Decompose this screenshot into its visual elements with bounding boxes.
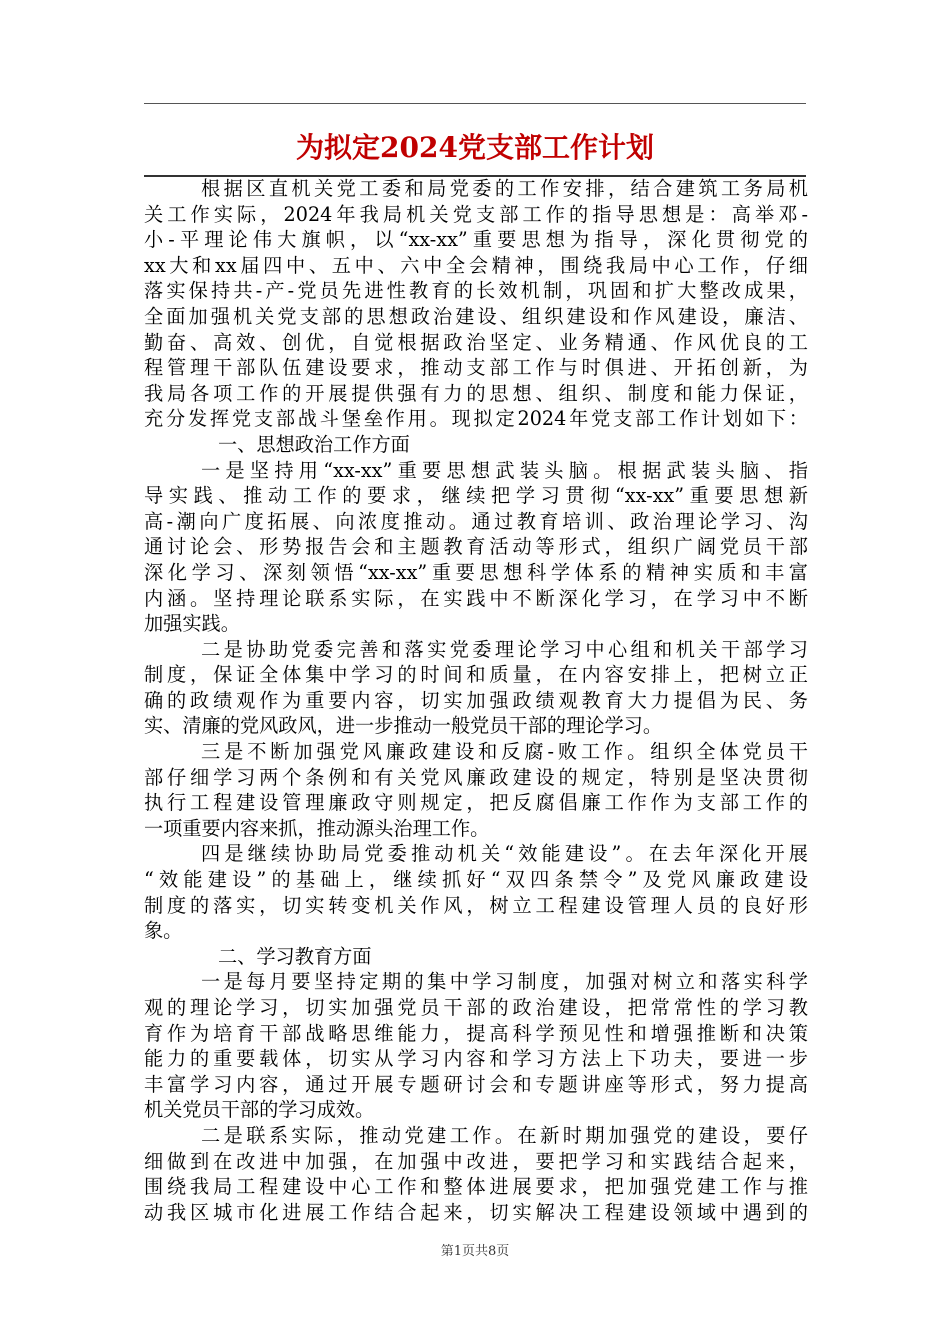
body-line: 深化学习、深刻领悟“xx-xx”重要思想科学体系的精神实质和丰富 xyxy=(144,560,808,584)
body-line: 我局各项工作的开展提供强有力的思想、组织、制度和能力保证， xyxy=(144,381,808,405)
body-line: 程管理干部队伍建设要求，推动支部工作与时俱进、开拓创新，为 xyxy=(144,356,808,380)
body-line: 导实践、推动工作的要求，继续把学习贯彻“xx-xx”重要思想新 xyxy=(144,484,808,508)
body-line: 二是协助党委完善和落实党委理论学习中心组和机关干部学习 xyxy=(201,637,808,661)
body-line: 小-平理论伟大旗帜，以“xx-xx”重要思想为指导，深化贯彻党的 xyxy=(144,228,808,252)
body-line: 细做到在改进中加强，在加强中改进，要把学习和实践结合起来， xyxy=(144,1149,808,1173)
body-line: 一、思想政治工作方面 xyxy=(218,432,410,456)
body-line: 实、清廉的党风政风，进一步推动一般党员干部的理论学习。 xyxy=(144,714,663,738)
header-rule xyxy=(144,103,806,104)
body-line: 象。 xyxy=(144,919,183,943)
body-line: xx大和xx届四中、五中、六中全会精神，围绕我局中心工作，仔细 xyxy=(144,253,808,277)
body-line: 高-潮向广度拓展、向浓度推动。通过教育培训、政治理论学习、沟 xyxy=(144,509,808,533)
body-line: 落实保持共-产-党员先进性教育的长效机制，巩固和扩大整改成果， xyxy=(144,279,808,303)
body-line: 育作为培育干部战略思维能力，提高科学预见性和增强推断和决策 xyxy=(144,1021,808,1045)
body-line: 丰富学习内容，通过开展专题研讨会和专题讲座等形式，努力提高 xyxy=(144,1072,808,1096)
body-line: “效能建设”的基础上，继续抓好“双四条禁令”及党风廉政建设 xyxy=(144,868,808,892)
body-line: 四是继续协助局党委推动机关“效能建设”。在去年深化开展 xyxy=(201,842,808,866)
body-line: 能力的重要载体，切实从学习内容和学习方法上下功夫，要进一步 xyxy=(144,1047,808,1071)
body-line: 加强实践。 xyxy=(144,612,240,636)
body-line: 全面加强机关党支部的思想政治建设、组织建设和作风建设，廉洁、 xyxy=(144,304,808,328)
body-line: 动我区城市化进展工作结合起来，切实解决工程建设领域中遇到的 xyxy=(144,1200,808,1224)
body-line: 确的政绩观作为重要内容，切实加强政绩观教育大力提倡为民、务 xyxy=(144,688,808,712)
document-title: 为拟定2024党支部工作计划 xyxy=(296,131,654,164)
body-line: 三是不断加强党风廉政建设和反腐-败工作。组织全体党员干 xyxy=(201,740,808,764)
body-line: 勤奋、高效、创优，自觉根据政治坚定、业务精通、作风优良的工 xyxy=(144,330,808,354)
body-line: 关工作实际，2024年我局机关党支部工作的指导思想是：高举邓- xyxy=(144,202,808,226)
body-line: 机关党员干部的学习成效。 xyxy=(144,1098,375,1122)
body-line: 部仔细学习两个条例和有关党风廉政建设的规定，特别是坚决贯彻 xyxy=(144,765,808,789)
body-line: 根据区直机关党工委和局党委的工作安排，结合建筑工务局机 xyxy=(201,177,808,200)
body-line: 制度的落实，切实转变机关作风，树立工程建设管理人员的良好形 xyxy=(144,893,808,917)
body-line: 内涵。坚持理论联系实际，在实践中不断深化学习，在学习中不断 xyxy=(144,586,808,610)
body-line: 一是每月要坚持定期的集中学习制度，加强对树立和落实科学 xyxy=(201,970,808,994)
document-body xyxy=(144,176,808,1225)
body-line: 一项重要内容来抓，推动源头治理工作。 xyxy=(144,816,490,840)
body-line: 执行工程建设管理廉政守则规定，把反腐倡廉工作作为支部工作的 xyxy=(144,791,808,815)
page-footer: 第1页共8页 xyxy=(440,1244,510,1259)
body-line: 制度，保证全体集中学习的时间和质量，在内容安排上，把树立正 xyxy=(144,663,808,687)
body-line: 围绕我局工程建设中心工作和整体进展要求，把加强党建工作与推 xyxy=(144,1175,808,1199)
body-line: 二是联系实际，推动党建工作。在新时期加强党的建设，要仔 xyxy=(201,1123,808,1147)
body-line: 一是坚持用“xx-xx”重要思想武装头脑。根据武装头脑、指 xyxy=(201,458,808,482)
body-line: 观的理论学习，切实加强党员干部的政治建设，把常常性的学习教 xyxy=(144,996,808,1019)
body-line: 通讨论会、形势报告会和主题教育活动等形式，组织广阔党员干部 xyxy=(144,535,808,559)
body-line: 充分发挥党支部战斗堡垒作用。现拟定2024年党支部工作计划如下： xyxy=(144,407,808,431)
body-line: 二、学习教育方面 xyxy=(218,944,372,968)
